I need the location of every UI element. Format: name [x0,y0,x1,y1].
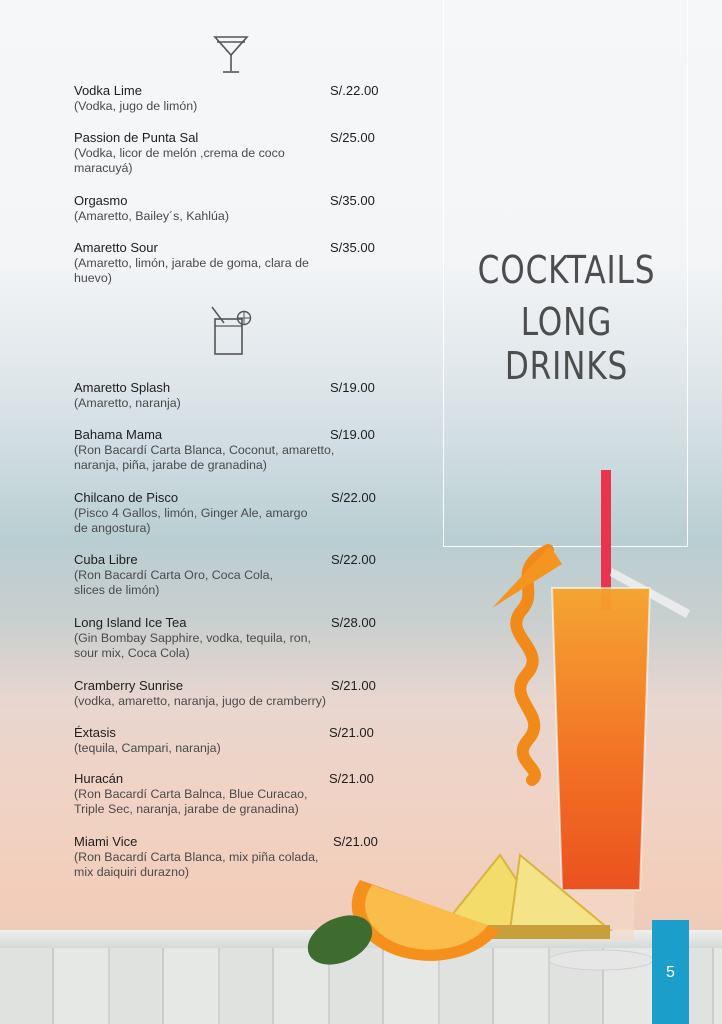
item-description: (tequila, Campari, naranja) [74,740,221,755]
menu-item [74,240,375,287]
item-name: Passion de Punta Sal [74,130,199,145]
menu-item [74,771,374,818]
long-drink-glass-icon [208,305,254,357]
item-price: S/21.00 [329,725,374,740]
item-description: (Ron Bacardí Carta Balnca, Blue Curacao, Triple Sec, naranja, jarabe de granadina) [74,786,308,816]
item-name: Miami Vice [74,834,138,849]
item-price: S/19.00 [330,380,375,395]
menu-item [74,615,376,662]
item-description: (Pisco 4 Gallos, limón, Ginger Ale, amargo de angostura) [74,505,308,535]
menu-item [74,834,378,881]
title-line-long-drinks: LONG DRINKS [504,300,629,388]
item-price: S/21.00 [329,771,374,786]
title-line-cocktails: COCKTAILS [477,248,656,292]
menu-item [74,490,376,537]
item-name: Huracán [74,771,124,786]
menu-item [74,380,384,411]
item-description: (Ron Bacardí Carta Blanca, mix piña colada, mix daiquiri durazno) [74,849,319,879]
item-description: (Amaretto, naranja) [74,395,181,410]
item-name: Chilcano de Pisco [74,490,179,505]
item-price: S/25.00 [330,130,375,145]
item-name: Cuba Libre [74,552,138,567]
page-number-badge: 5 [652,920,689,1024]
item-price: S/35.00 [330,193,375,208]
menu-item [74,130,375,177]
item-description: (Vodka, jugo de limón) [74,98,198,113]
item-name: Long Island Ice Tea [74,615,187,630]
menu-item [74,193,384,224]
item-price: S/.22.00 [330,83,379,98]
menu-item [74,83,384,114]
item-price: S/22.00 [331,490,376,505]
item-price: S/35.00 [330,240,375,255]
item-description: (Gin Bombay Sapphire, vodka, tequila, ron, sour mix, Coca Cola) [74,630,311,660]
martini-glass-icon [213,33,249,75]
item-description: (Ron Bacardí Carta Oro, Coca Cola, slices de limón) [74,567,274,597]
item-name: Bahama Mama [74,427,163,442]
item-name: Amaretto Sour [74,240,158,255]
item-price: S/21.00 [331,678,376,693]
item-name: Éxtasis [74,725,116,740]
item-name: Orgasmo [74,193,128,208]
item-name: Cramberry Sunrise [74,678,184,693]
item-price: S/22.00 [331,552,376,567]
item-description: (Amaretto, Bailey´s, Kahlúa) [74,208,229,223]
item-description: (Amaretto, limón, jarabe de goma, clara de huevo) [74,255,309,285]
menu-item [74,552,376,599]
item-price: S/28.00 [331,615,376,630]
item-name: Amaretto Splash [74,380,171,395]
cocktail-glass-illustration [300,460,720,980]
item-price: S/21.00 [333,834,378,849]
item-description: (Ron Bacardí Carta Blanca, Coconut, amaretto, naranja, piña, jarabe de granadina) [74,442,335,472]
item-description: (vodka, amaretto, naranja, jugo de cramberry) [74,693,327,708]
item-description: (Vodka, licor de melón ,crema de coco maracuyá) [74,145,285,175]
item-price: S/19.00 [330,427,375,442]
item-name: Vodka Lime [74,83,142,98]
